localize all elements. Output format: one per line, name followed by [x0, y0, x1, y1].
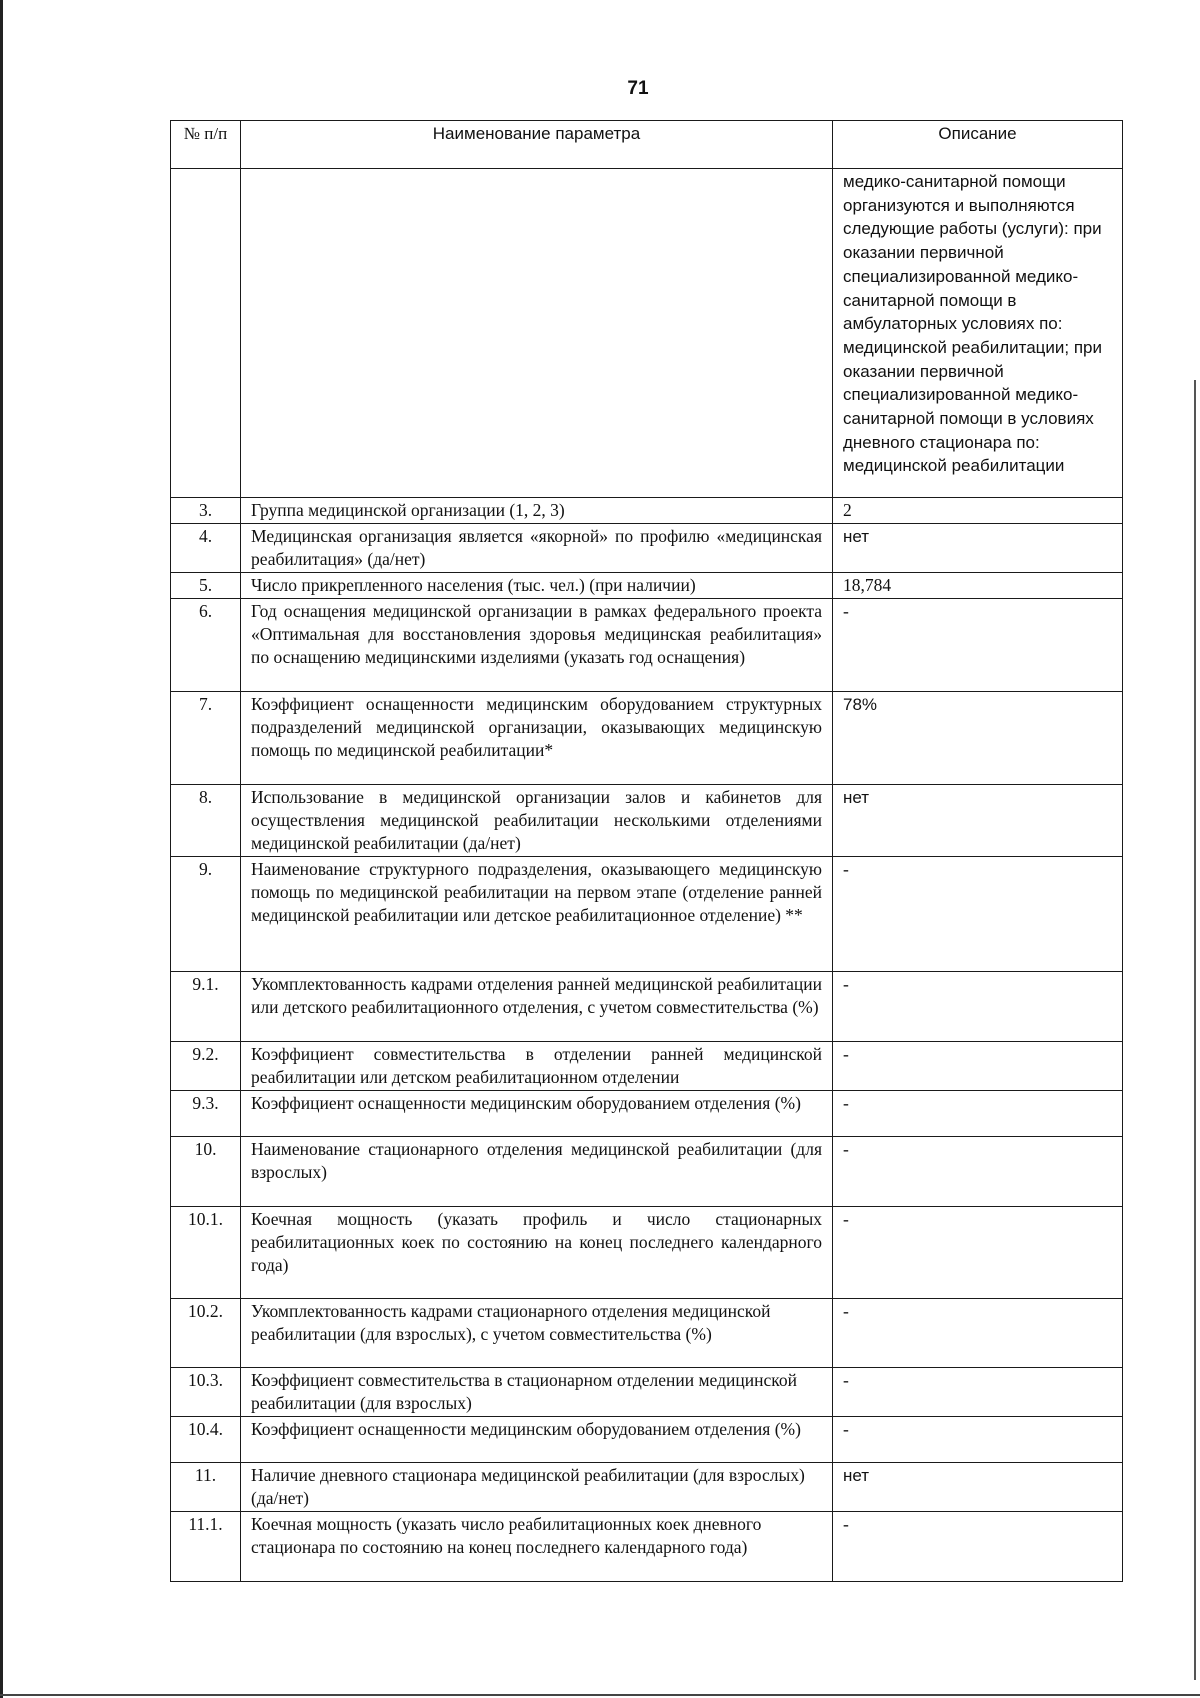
row-description: - [833, 1091, 1123, 1137]
row-number: 10.2. [171, 1299, 241, 1368]
row-parameter-name: Наличие дневного стационара медицинской реабилитации (для взрослых) (да/нет) [241, 1463, 833, 1512]
scan-border-bottom [0, 1694, 1200, 1696]
row-description: нет [833, 524, 1123, 573]
row-description: 18,784 [833, 573, 1123, 599]
continued-description: медико-санитарной помощи организуются и выполняются следующие работы (услуги): при оказании первичной специализированной медико-санитарной помощи в амбулаторных условиях по: медицинской реабилитации; при оказании первичной специализированной медико-санитарной помощи в условиях дневного стационара по: медицинской реабилитации [833, 169, 1123, 498]
header-description: Описание [833, 121, 1123, 169]
row-description: - [833, 1512, 1123, 1582]
table-row [171, 573, 1123, 599]
row-description: нет [833, 1463, 1123, 1512]
row-number: 8. [171, 785, 241, 857]
table-row [171, 692, 1123, 785]
table-row [171, 972, 1123, 1042]
row-number: 11. [171, 1463, 241, 1512]
row-description: - [833, 972, 1123, 1042]
row-number: 9.1. [171, 972, 241, 1042]
row-parameter-name: Год оснащения медицинской организации в рамках федерального проекта «Оптимальная для восстановления здоровья медицинская реабилитация» по оснащению медицинскими изделиями (указать год оснащения) [241, 599, 833, 692]
row-parameter-name: Коечная мощность (указать профиль и число стационарных реабилитационных коек по состоянию на конец последнего календарного года) [241, 1207, 833, 1299]
table-row [171, 1299, 1123, 1368]
row-number: 10. [171, 1137, 241, 1207]
row-name-cell [241, 169, 833, 498]
row-parameter-name: Укомплектованность кадрами стационарного отделения медицинской реабилитации (для взрослых), с учетом совместительства (%) [241, 1299, 833, 1368]
table-body [171, 169, 1123, 1582]
scan-border-right [1194, 380, 1196, 1680]
table-row [171, 785, 1123, 857]
row-description: - [833, 1417, 1123, 1463]
row-description: - [833, 1207, 1123, 1299]
row-parameter-name: Коэффициент совместительства в стационарном отделении медицинской реабилитации (для взрослых) [241, 1368, 833, 1417]
row-number: 10.1. [171, 1207, 241, 1299]
row-parameter-name: Коэффициент оснащенности медицинским оборудованием отделения (%) [241, 1091, 833, 1137]
row-number: 9. [171, 857, 241, 972]
row-parameter-name: Коечная мощность (указать число реабилитационных коек дневного стационара по состоянию на конец последнего календарного года) [241, 1512, 833, 1582]
row-number: 5. [171, 573, 241, 599]
row-description: - [833, 1042, 1123, 1091]
row-parameter-name: Коэффициент совместительства в отделении ранней медицинской реабилитации или детском реабилитационном отделении [241, 1042, 833, 1091]
row-number-cell [171, 169, 241, 498]
row-description: нет [833, 785, 1123, 857]
table-header-row [171, 121, 1123, 169]
row-number: 10.4. [171, 1417, 241, 1463]
table-row [171, 498, 1123, 524]
table-row [171, 524, 1123, 573]
row-parameter-name: Медицинская организация является «якорной» по профилю «медицинская реабилитация» (да/нет) [241, 524, 833, 573]
table-row [171, 1512, 1123, 1582]
row-number: 7. [171, 692, 241, 785]
row-number: 9.3. [171, 1091, 241, 1137]
row-description: - [833, 1137, 1123, 1207]
row-description: 78% [833, 692, 1123, 785]
table-row [171, 1042, 1123, 1091]
row-parameter-name: Число прикрепленного населения (тыс. чел.) (при наличии) [241, 573, 833, 599]
table-row [171, 1207, 1123, 1299]
header-parameter-name: Наименование параметра [241, 121, 833, 169]
table-row [171, 1137, 1123, 1207]
row-description: - [833, 1299, 1123, 1368]
row-number: 4. [171, 524, 241, 573]
row-number: 6. [171, 599, 241, 692]
table-row [171, 1463, 1123, 1512]
scan-border-left [0, 0, 3, 1698]
row-number: 11.1. [171, 1512, 241, 1582]
parameters-table [170, 120, 1123, 1582]
row-number: 9.2. [171, 1042, 241, 1091]
row-parameter-name: Наименование структурного подразделения, оказывающего медицинскую помощь по медицинской реабилитации на первом этапе (отделение ранней медицинской реабилитации или детское реабилитационное отделение) ** [241, 857, 833, 972]
row-number: 10.3. [171, 1368, 241, 1417]
page-number: 71 [627, 78, 649, 99]
row-number: 3. [171, 498, 241, 524]
table-row [171, 1091, 1123, 1137]
row-description: - [833, 1368, 1123, 1417]
table-row [171, 1417, 1123, 1463]
row-parameter-name: Наименование стационарного отделения медицинской реабилитации (для взрослых) [241, 1137, 833, 1207]
row-description: - [833, 599, 1123, 692]
table-row [171, 599, 1123, 692]
header-number: № п/п [171, 121, 241, 169]
table-row-continued [171, 169, 1123, 498]
table-row [171, 1368, 1123, 1417]
row-parameter-name: Укомплектованность кадрами отделения ранней медицинской реабилитации или детского реабилитационного отделения, с учетом совместительства (%) [241, 972, 833, 1042]
row-description: - [833, 857, 1123, 972]
row-parameter-name: Коэффициент оснащенности медицинским оборудованием структурных подразделений медицинской организации, оказывающих медицинскую помощь по медицинской реабилитации* [241, 692, 833, 785]
row-parameter-name: Группа медицинской организации (1, 2, 3) [241, 498, 833, 524]
row-description: 2 [833, 498, 1123, 524]
table-row [171, 857, 1123, 972]
row-parameter-name: Использование в медицинской организации залов и кабинетов для осуществления медицинской реабилитации несколькими отделениями медицинской реабилитации (да/нет) [241, 785, 833, 857]
row-parameter-name: Коэффициент оснащенности медицинским оборудованием отделения (%) [241, 1417, 833, 1463]
